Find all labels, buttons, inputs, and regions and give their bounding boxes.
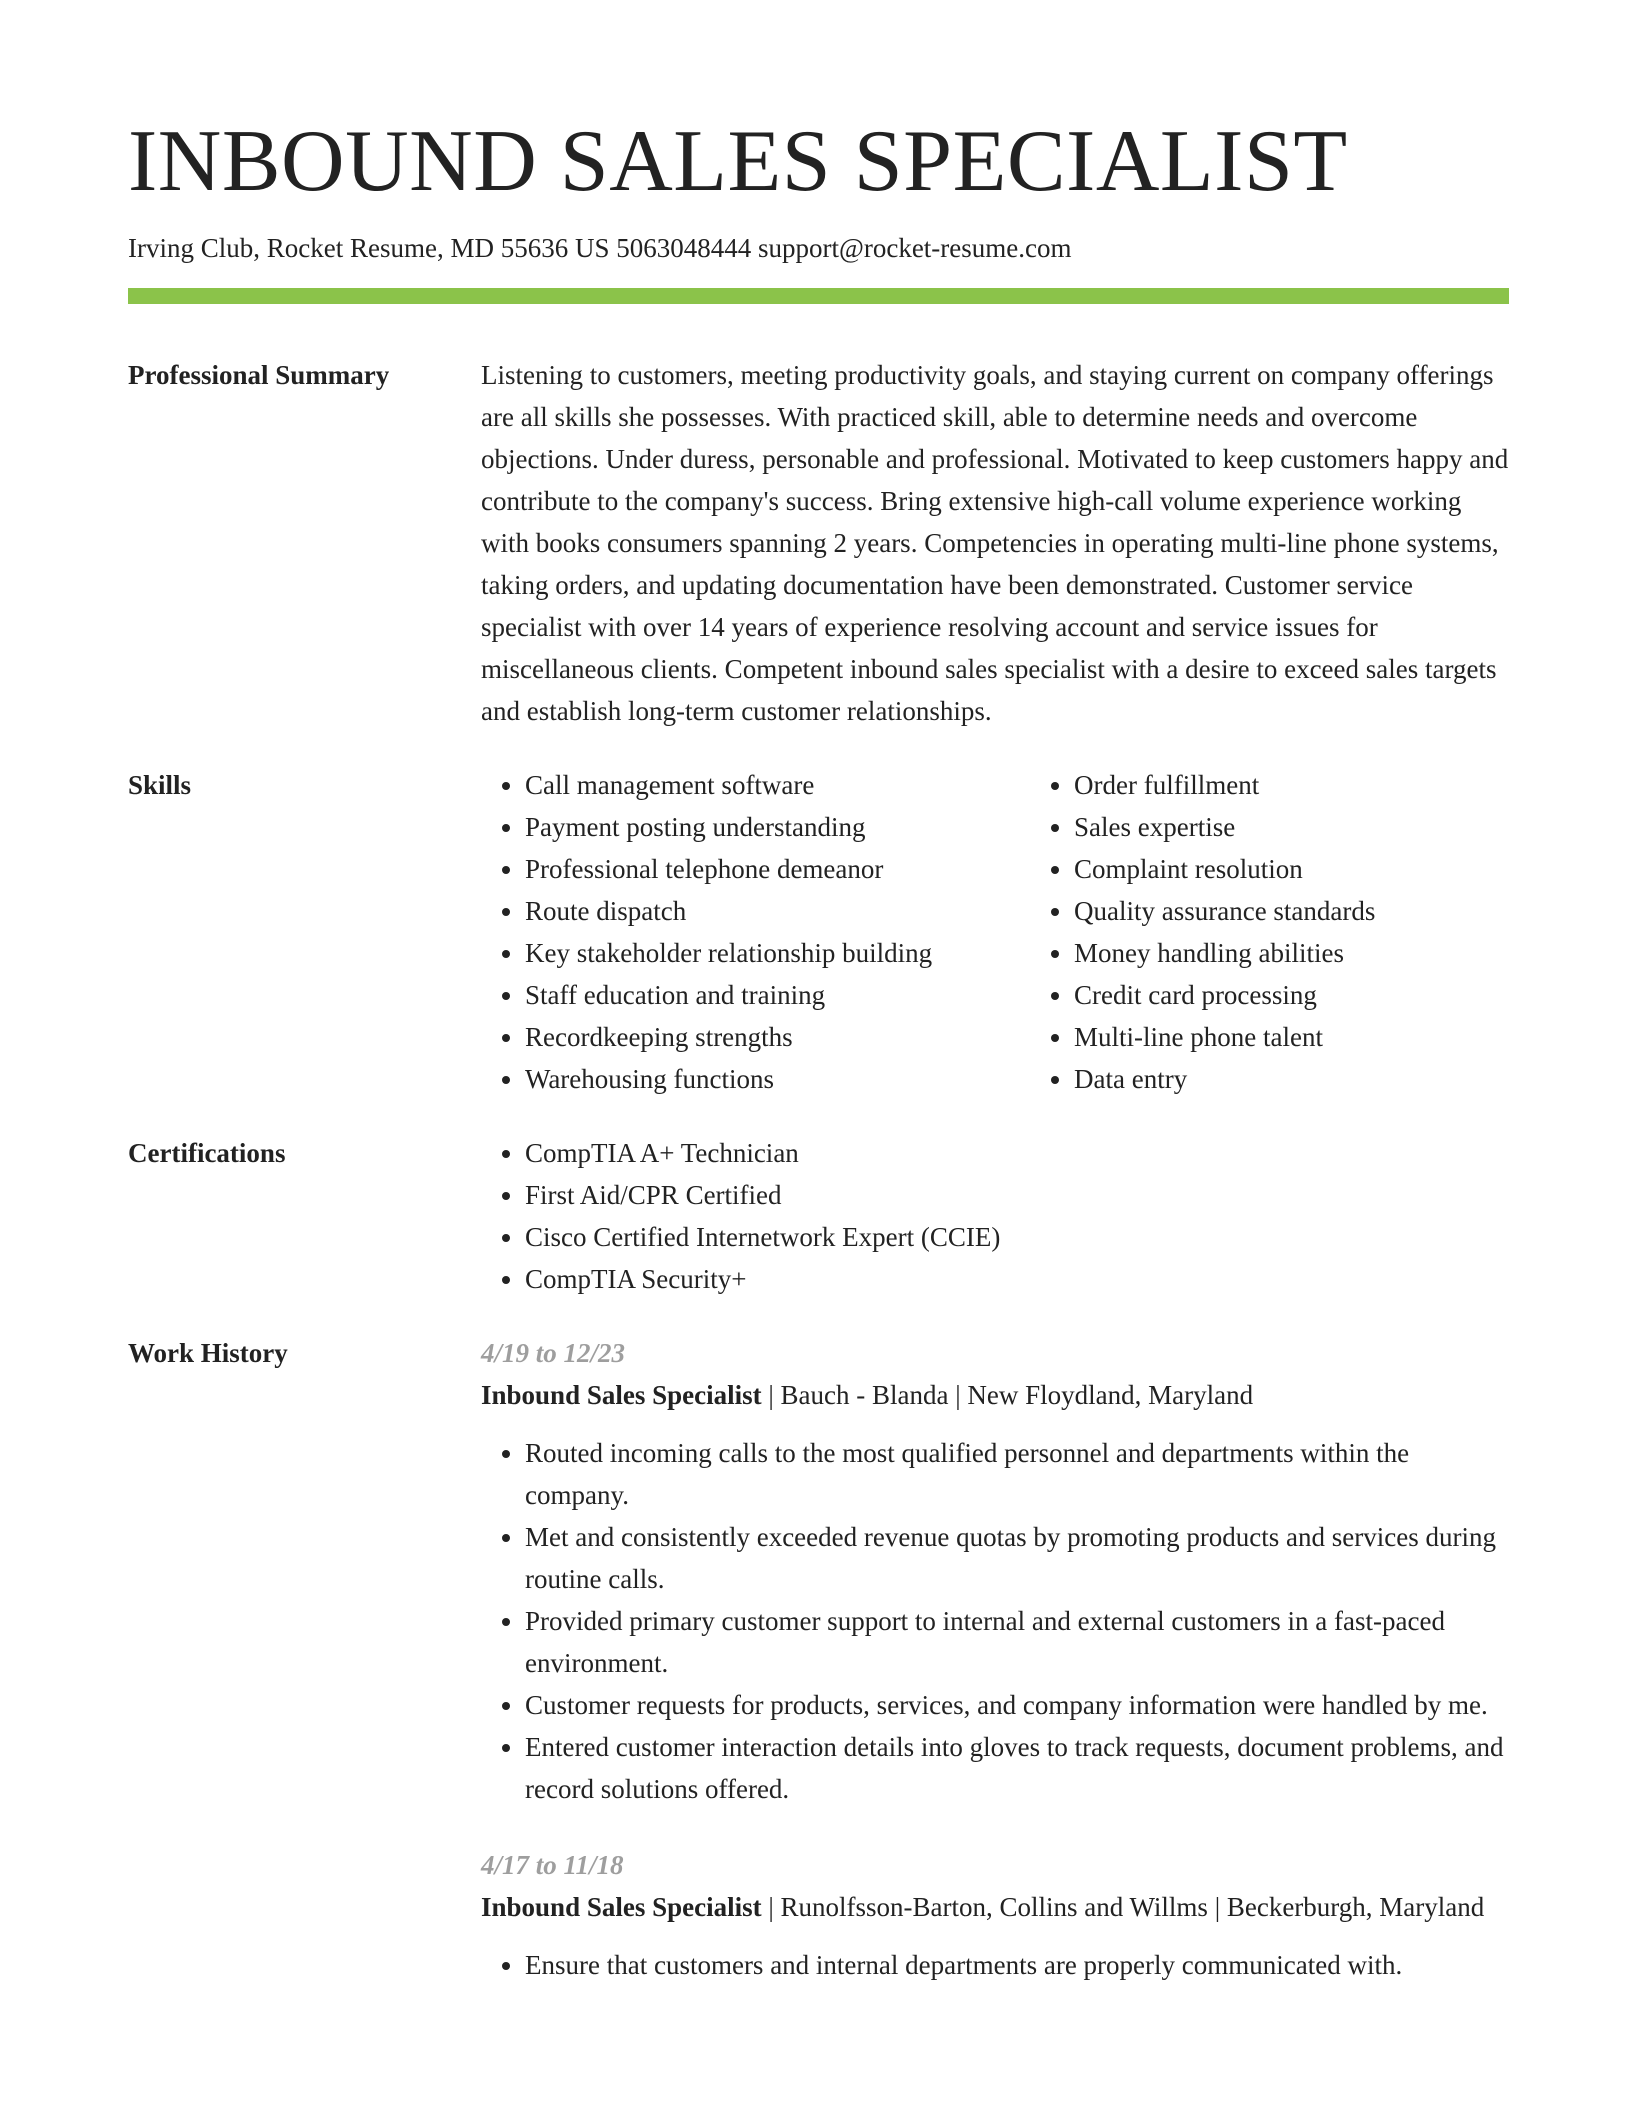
section-body <box>481 1332 1509 2020</box>
job-heading <box>481 1886 1509 1928</box>
certifications-section <box>128 1132 1509 1300</box>
skills-list-left <box>481 764 1030 1100</box>
certifications-list <box>481 1132 1509 1300</box>
job-heading <box>481 1374 1509 1416</box>
job-duties-list <box>481 1944 1509 1986</box>
contact-line <box>128 232 1509 264</box>
skill-item: • Complaint resolution <box>1074 848 1509 890</box>
certification-item: • Cisco Certified Internetwork Expert (CCIE) <box>525 1216 1509 1258</box>
certification-item: • CompTIA A+ Technician <box>525 1132 1509 1174</box>
skill-item: • Recordkeeping strengths <box>525 1016 1030 1058</box>
job-duty: • Ensure that customers and internal departments are properly communicated with. <box>525 1944 1509 1986</box>
job-duty: • Met and consistently exceeded revenue quotas by promoting products and services during routine calls. <box>525 1516 1509 1600</box>
skill-item: • Call management software <box>525 764 1030 806</box>
job-duty: • Provided primary customer support to internal and external customers in a fast-paced environment. <box>525 1600 1509 1684</box>
job-duty: • Customer requests for products, services, and company information were handled by me. <box>525 1684 1509 1726</box>
skills-list-right <box>1030 764 1509 1100</box>
professional-summary-section <box>128 354 1509 732</box>
resume-header <box>128 113 1509 304</box>
section-heading: Work History <box>128 1338 288 1369</box>
skills-section <box>128 764 1509 1100</box>
certification-item: • First Aid/CPR Certified <box>525 1174 1509 1216</box>
job-duty: • Routed incoming calls to the most qualified personnel and departments within the company. <box>525 1432 1509 1516</box>
skill-item: • Order fulfillment <box>1074 764 1509 806</box>
job-entry <box>481 1332 1509 1810</box>
job-entry <box>481 1844 1509 1986</box>
skill-item: • Warehousing functions <box>525 1058 1030 1100</box>
contact-phone: 5063048444 <box>616 233 752 263</box>
skill-item: • Staff education and training <box>525 974 1030 1016</box>
certification-item: • CompTIA Security+ <box>525 1258 1509 1300</box>
section-heading: Certifications <box>128 1138 286 1169</box>
skills-columns <box>481 764 1509 1100</box>
job-employer-location: | Runolfsson-Barton, Collins and Willms | Beckerburgh, Maryland <box>761 1892 1485 1923</box>
skill-item: • Key stakeholder relationship building <box>525 932 1030 974</box>
header-divider <box>128 288 1509 304</box>
skill-item: • Quality assurance standards <box>1074 890 1509 932</box>
resume-title: INBOUND SALES SPECIALIST <box>128 113 1348 210</box>
contact-address: Irving Club, Rocket Resume, MD 55636 US <box>128 233 610 263</box>
section-heading: Skills <box>128 770 192 801</box>
skill-item: • Sales expertise <box>1074 806 1509 848</box>
skill-item: • Money handling abilities <box>1074 932 1509 974</box>
job-dates: 4/17 to 11/18 <box>481 1850 624 1881</box>
skill-item: • Data entry <box>1074 1058 1509 1100</box>
job-employer-location: | Bauch - Blanda | New Floydland, Maryland <box>761 1380 1254 1411</box>
summary-text: Listening to customers, meeting productivity goals, and staying current on company offerings are all skills she possesses. With practiced skill, able to determine needs and overcome objections. Under duress, personable and professional. Motivated to keep customers happy and contribute to the company's success. Bring extensive high-call volume experience working with books consumers spanning 2 years. Competencies in operating multi-line phone systems, taking orders, and updating documentation have been demonstrated. Customer service specialist with over 14 years of experience resolving account and service issues for miscellaneous clients. Competent inbound sales specialist with a desire to exceed sales targets and establish long-term customer relationships. <box>481 360 1509 727</box>
job-title: Inbound Sales Specialist <box>481 1380 762 1411</box>
section-heading: Professional Summary <box>128 360 390 391</box>
skill-item: • Payment posting understanding <box>525 806 1030 848</box>
skill-item: • Route dispatch <box>525 890 1030 932</box>
job-title: Inbound Sales Specialist <box>481 1892 762 1923</box>
skill-item: • Multi-line phone talent <box>1074 1016 1509 1058</box>
job-duty: • Entered customer interaction details into gloves to track requests, document problems, and record solutions offered. <box>525 1726 1509 1810</box>
skill-item: • Professional telephone demeanor <box>525 848 1030 890</box>
job-duties-list <box>481 1432 1509 1810</box>
contact-email: support@rocket-resume.com <box>757 233 1072 263</box>
skill-item: • Credit card processing <box>1074 974 1509 1016</box>
work-history-section <box>128 1332 1509 2020</box>
job-dates: 4/19 to 12/23 <box>481 1338 626 1369</box>
section-body <box>481 1132 1509 1300</box>
section-body <box>481 354 1509 732</box>
